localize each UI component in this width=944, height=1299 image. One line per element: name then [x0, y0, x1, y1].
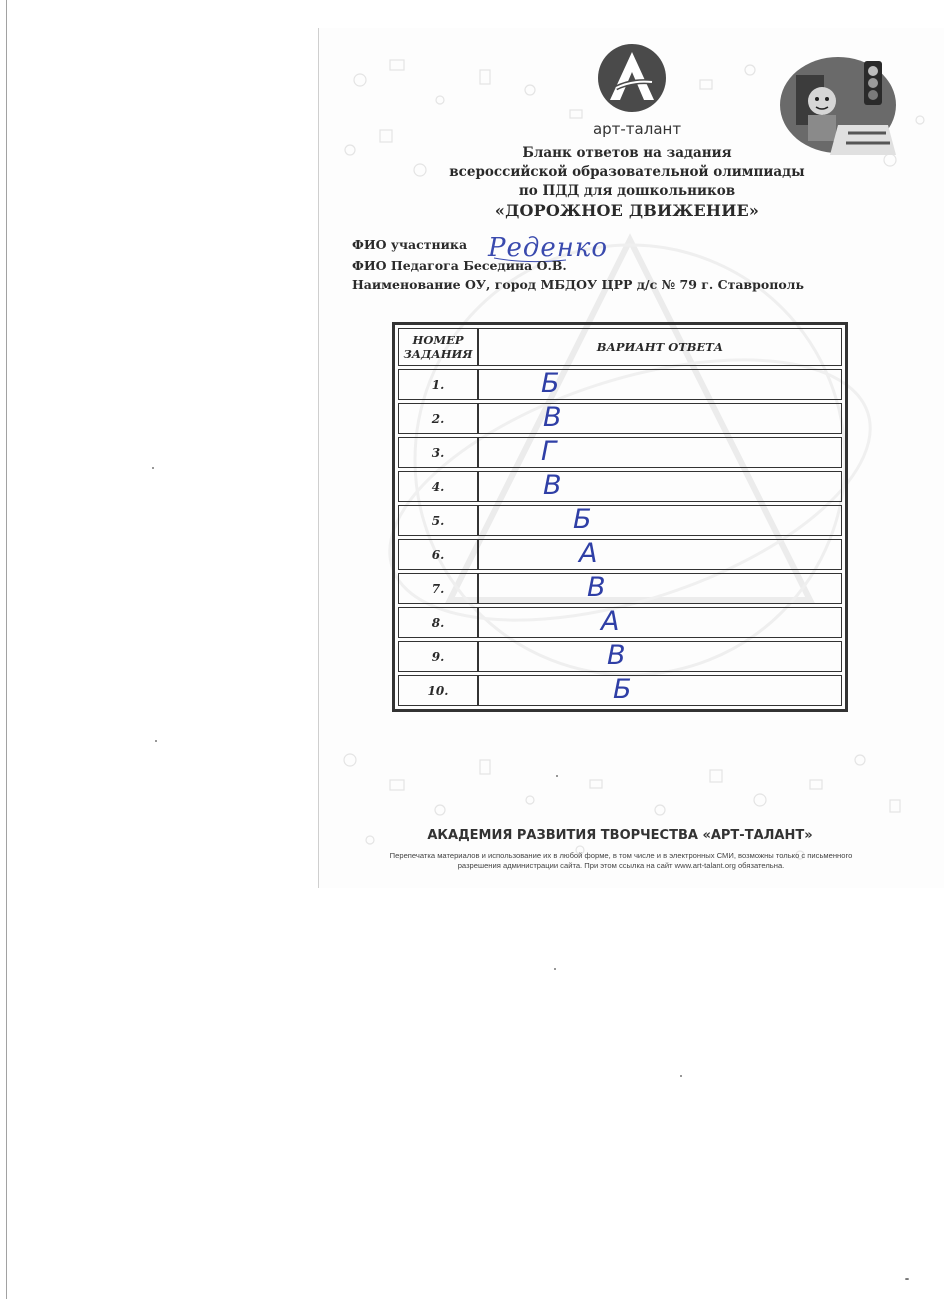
- scan-speck: [905, 1278, 909, 1280]
- footer-note-line1: Перепечатка материалов и использование их в любой форме, в том числе и в электронных СМИ, возможны только с письменного: [389, 851, 853, 860]
- row-answer-cell: [478, 505, 842, 536]
- header-answer-variant: ВАРИАНТ ОТВЕТА: [478, 328, 842, 366]
- row-answer: Б: [613, 674, 632, 705]
- footer-title: АКАДЕМИЯ РАЗВИТИЯ ТВОРЧЕСТВА «АРТ-ТАЛАНТ»: [427, 828, 813, 843]
- row-number: 4.: [398, 471, 478, 502]
- table-row: [398, 675, 842, 706]
- footer-note-line2: разрешения администрации сайта. При этом ссылка на сайт www.art-talant.org обязательна.: [457, 861, 785, 870]
- scan-edge-line: [6, 0, 7, 1299]
- scan-speck: [556, 775, 558, 777]
- table-row: [398, 403, 842, 434]
- row-answer-cell: [478, 641, 842, 672]
- row-answer-cell: [478, 675, 842, 706]
- row-answer-cell: [478, 471, 842, 502]
- answers-table: [392, 322, 848, 712]
- table-header-row: [398, 328, 842, 366]
- scan-speck: [152, 467, 154, 469]
- scan-speck: [155, 740, 157, 742]
- brand-name: арт-талант: [592, 120, 682, 138]
- scan-speck: [680, 1075, 682, 1077]
- row-answer-cell: [478, 403, 842, 434]
- row-number: 7.: [398, 573, 478, 604]
- title-line-3: по ПДД для дошкольников: [518, 183, 736, 199]
- row-answer-cell: [478, 437, 842, 468]
- row-answer: Г: [541, 436, 557, 467]
- title-line-4: «ДОРОЖНОЕ ДВИЖЕНИЕ»: [494, 201, 760, 220]
- row-answer: В: [587, 572, 606, 603]
- table-row: [398, 641, 842, 672]
- row-number: 9.: [398, 641, 478, 672]
- table-row: [398, 573, 842, 604]
- participant-signature-text: Реденко: [488, 233, 609, 263]
- row-number: 6.: [398, 539, 478, 570]
- row-number: 5.: [398, 505, 478, 536]
- row-answer-cell: [478, 573, 842, 604]
- mascot-illustration-icon: [778, 55, 896, 155]
- title-line-1: Бланк ответов на задания: [522, 145, 732, 161]
- header-task-number: [398, 328, 478, 366]
- row-answer: А: [601, 606, 620, 637]
- teacher-line: ФИО Педагога Беседина О.В.: [352, 258, 567, 273]
- row-number: 2.: [398, 403, 478, 434]
- row-number: 10.: [398, 675, 478, 706]
- footer-copyright-note: [340, 851, 902, 871]
- table-row: [398, 471, 842, 502]
- table-row: [398, 505, 842, 536]
- participant-label: ФИО участника: [352, 237, 468, 252]
- art-talant-logo-icon: [596, 42, 668, 114]
- row-answer-cell: [478, 369, 842, 400]
- row-number: 1.: [398, 369, 478, 400]
- table-row: [398, 539, 842, 570]
- row-answer: А: [579, 538, 598, 569]
- scan-speck: [554, 968, 556, 970]
- sheet-edge: [318, 28, 319, 888]
- table-row: [398, 437, 842, 468]
- row-answer-cell: [478, 607, 842, 638]
- table-row: [398, 607, 842, 638]
- row-number: 3.: [398, 437, 478, 468]
- school-line: Наименование ОУ, город МБДОУ ЦРР д/с № 79 г. Ставрополь: [352, 277, 804, 292]
- header-num-line1: НОМЕР: [412, 333, 464, 347]
- header-num-line2: ЗАДАНИЯ: [403, 347, 473, 361]
- row-answer: В: [543, 470, 562, 501]
- row-answer: В: [607, 640, 626, 671]
- row-answer-cell: [478, 539, 842, 570]
- form-title: [420, 144, 834, 220]
- row-number: 8.: [398, 607, 478, 638]
- row-answer: В: [543, 402, 562, 433]
- title-line-2: всероссийской образовательной олимпиады: [449, 164, 805, 180]
- row-answer: Б: [573, 504, 592, 535]
- table-row: [398, 369, 842, 400]
- row-answer: Б: [541, 368, 560, 399]
